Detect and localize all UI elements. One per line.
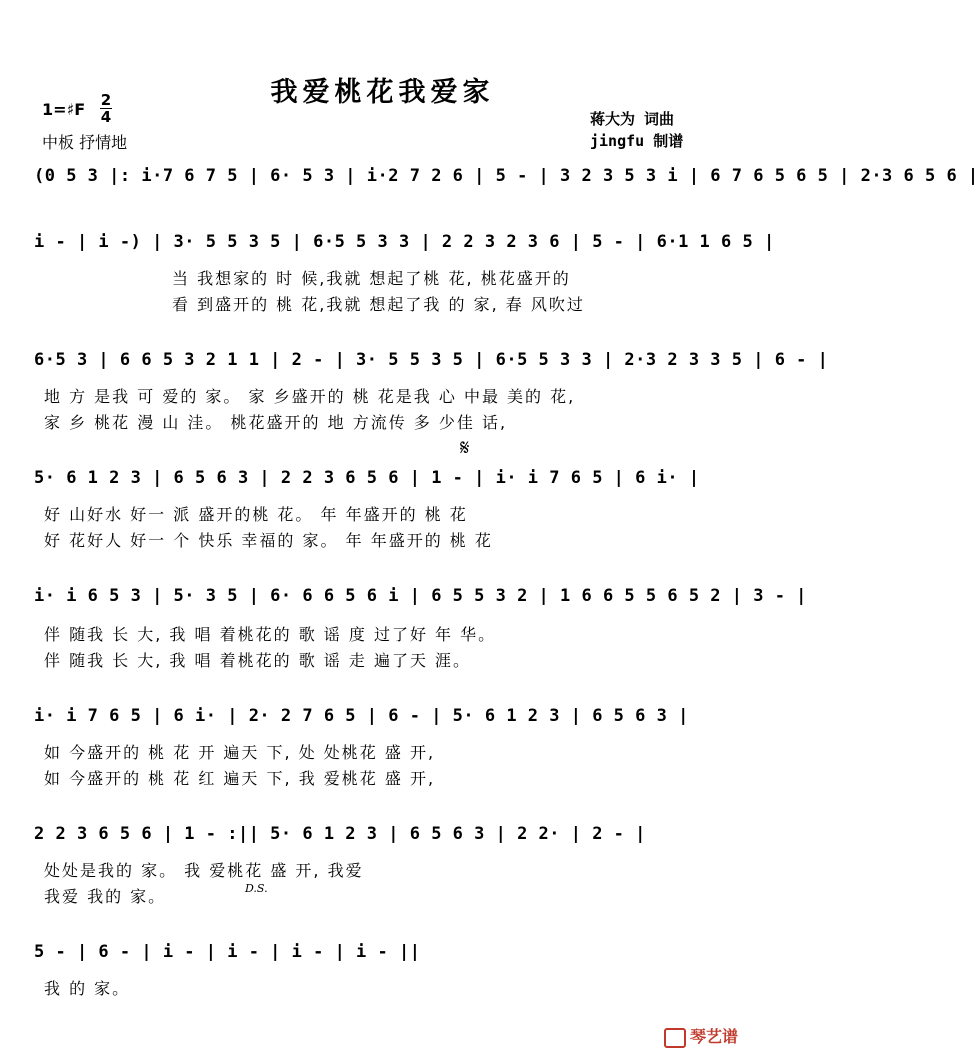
segno-mark: 𝄋 bbox=[460, 436, 470, 461]
logo-icon bbox=[664, 1028, 686, 1048]
time-bottom: 4 bbox=[100, 108, 112, 126]
lyric-line-2b: 看 到盛开的 桃 花,我就 想起了我 的 家, 春 风吹过 bbox=[172, 295, 585, 314]
author-credit: 蒋大为 词曲 bbox=[590, 110, 675, 128]
lyric-line-4a: 好 山好水 好一 派 盛开的桃 花。 年 年盛开的 桃 花 bbox=[44, 505, 468, 524]
lyric-line-6b: 如 今盛开的 桃 花 红 遍天 下, 我 爱桃花 盛 开, bbox=[44, 769, 436, 788]
music-line-5: i· i 6 5 3 | 5· 3 5 | 6· 6 6 5 6 i | 6 5 5 3 2 | 1 6 6 5 5 6 5 2 | 3 - | bbox=[34, 586, 807, 606]
tempo-marking: 中板 抒情地 bbox=[42, 133, 128, 152]
site-logo[interactable] bbox=[664, 1024, 738, 1048]
lyric-line-5b: 伴 随我 长 大, 我 唱 着桃花的 歌 谣 走 遍了天 涯。 bbox=[44, 651, 472, 670]
music-line-8: 5 - | 6 - | i - | i - | i - | i - || bbox=[34, 942, 421, 962]
music-line-2: i - | i -) | 3· 5 5 3 5 | 6·5 5 3 3 | 2 2 3 2 3 6 | 5 - | 6·1 1 6 5 | bbox=[34, 232, 775, 252]
ds-mark: D.S. bbox=[245, 882, 268, 895]
lyric-line-5a: 伴 随我 长 大, 我 唱 着桃花的 歌 谣 度 过了好 年 华。 bbox=[44, 625, 497, 644]
logo-text: 琴艺谱 bbox=[690, 1027, 739, 1046]
lyric-line-4b: 好 花好人 好一 个 快乐 幸福的 家。 年 年盛开的 桃 花 bbox=[44, 531, 493, 550]
key-signature: 1=♯F bbox=[42, 100, 86, 119]
lyric-line-2a: 当 我想家的 时 候,我就 想起了桃 花, 桃花盛开的 bbox=[172, 269, 571, 288]
music-line-7: 2 2 3 6 5 6 | 1 - :|| 5· 6 1 2 3 | 6 5 6 3 | 2 2· | 2 - | bbox=[34, 824, 646, 844]
page-title: 我爱桃花我爱家 bbox=[270, 77, 495, 108]
lyric-line-3a: 地 方 是我 可 爱的 家。 家 乡盛开的 桃 花是我 心 中最 美的 花, bbox=[44, 387, 576, 406]
time-top: 2 bbox=[100, 91, 112, 109]
music-line-4: 5· 6 1 2 3 | 6 5 6 3 | 2 2 3 6 5 6 | 1 - | i· i 7 6 5 | 6 i· | bbox=[34, 468, 700, 488]
lyric-line-7a: 处处是我的 家。 我 爱桃花 盛 开, 我爱 bbox=[44, 861, 364, 880]
lyric-line-6a: 如 今盛开的 桃 花 开 遍天 下, 处 处桃花 盛 开, bbox=[44, 743, 436, 762]
music-line-6: i· i 7 6 5 | 6 i· | 2· 2 7 6 5 | 6 - | 5· 6 1 2 3 | 6 5 6 3 | bbox=[34, 706, 689, 726]
lyric-line-3b: 家 乡 桃花 漫 山 洼。 桃花盛开的 地 方流传 多 少佳 话, bbox=[44, 413, 508, 432]
lyric-line-7b: 我爱 我的 家。 bbox=[44, 887, 167, 906]
music-line-1: (0 5 3 |: i·7 6 7 5 | 6· 5 3 | i·2 7 2 6 | 5 - | 3 2 3 5 3 i | 6 7 6 5 6 5 | 2·3 6 5 6 | bbox=[34, 166, 979, 186]
time-signature bbox=[100, 92, 112, 125]
lyric-line-8a: 我 的 家。 bbox=[44, 979, 131, 998]
arranger-credit: jingfu 制谱 bbox=[590, 132, 684, 150]
music-line-3: 6·5 3 | 6 6 5 3 2 1 1 | 2 - | 3· 5 5 3 5 | 6·5 5 3 3 | 2·3 2 3 3 5 | 6 - | bbox=[34, 350, 829, 370]
